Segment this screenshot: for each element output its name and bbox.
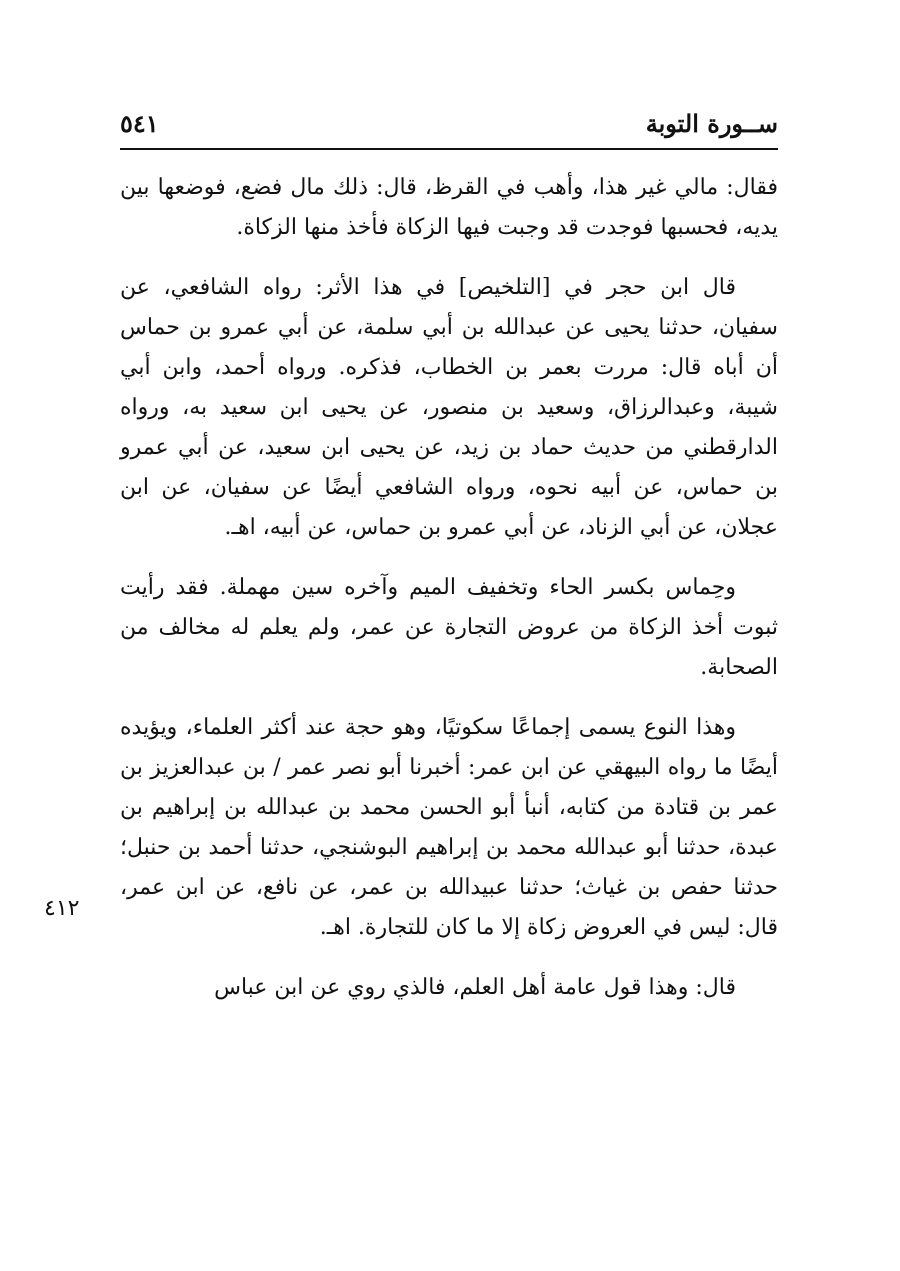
- surah-title: ســورة التوبة: [645, 109, 778, 138]
- page-number: ٥٤١: [120, 109, 159, 138]
- page-body: [120, 168, 778, 1028]
- paragraph-5: قال: وهذا قول عامة أهل العلم، فالذي روي عن ابن عباس: [214, 975, 736, 1000]
- paragraph-2: قال ابن حجر في [التلخيص] في هذا الأثر: رواه الشافعي، عن سفيان، حدثنا يحيى عن عبدالله بن أبي سلمة، عن أبي عمرو بن حماس أن أباه قال: مررت بعمر بن الخطاب، فذكره. ورواه أحمد، وابن أبي شيبة، وعبدالرزاق، وسعيد بن منصور، عن يحيى ابن سعيد به، ورواه الدارقطني من حديث حماد بن زيد، عن يحيى ابن سعيد، عن أبي عمرو بن حماس، عن أبيه نحوه، ورواه الشافعي أيضًا عن سفيان، عن ابن عجلان، عن أبي الزناد، عن أبي عمرو بن حماس، عن أبيه، اهـ.: [120, 275, 778, 540]
- page-header: [120, 100, 778, 150]
- paragraph-1: فقال: مالي غير هذا، وأهب في القرظ، قال: ذلك مال فضع، فوضعها بين يديه، فحسبها فوجدت قد وجبت فيها الزكاة فأخذ منها الزكاة.: [120, 175, 778, 240]
- paragraph-3: وحِماس بكسر الحاء وتخفيف الميم وآخره سين مهملة. فقد رأيت ثبوت أخذ الزكاة من عروض التجارة عن عمر، ولم يعلم له مخالف من الصحابة.: [120, 575, 778, 680]
- paragraph-4: وهذا النوع يسمى إجماعًا سكوتيًا، وهو حجة عند أكثر العلماء، ويؤيده أيضًا ما رواه البيهقي عن ابن عمر: أخبرنا أبو نصر عمر / بن عبدالعزيز بن عمر بن قتادة من كتابه، أنبأ أبو الحسن محمد بن عبدالله بن إبراهيم بن عبدة، حدثنا أبو عبدالله محمد بن إبراهيم البوشنجي، حدثنا أحمد بن حنبل؛ حدثنا حفص بن غياث؛ حدثنا عبيدالله بن عمر، عن نافع، عن ابن عمر، قال: ليس في العروض زكاة إلا ما كان للتجارة. اهـ.: [120, 715, 778, 940]
- margin-page-reference: ٤١٢: [44, 896, 80, 921]
